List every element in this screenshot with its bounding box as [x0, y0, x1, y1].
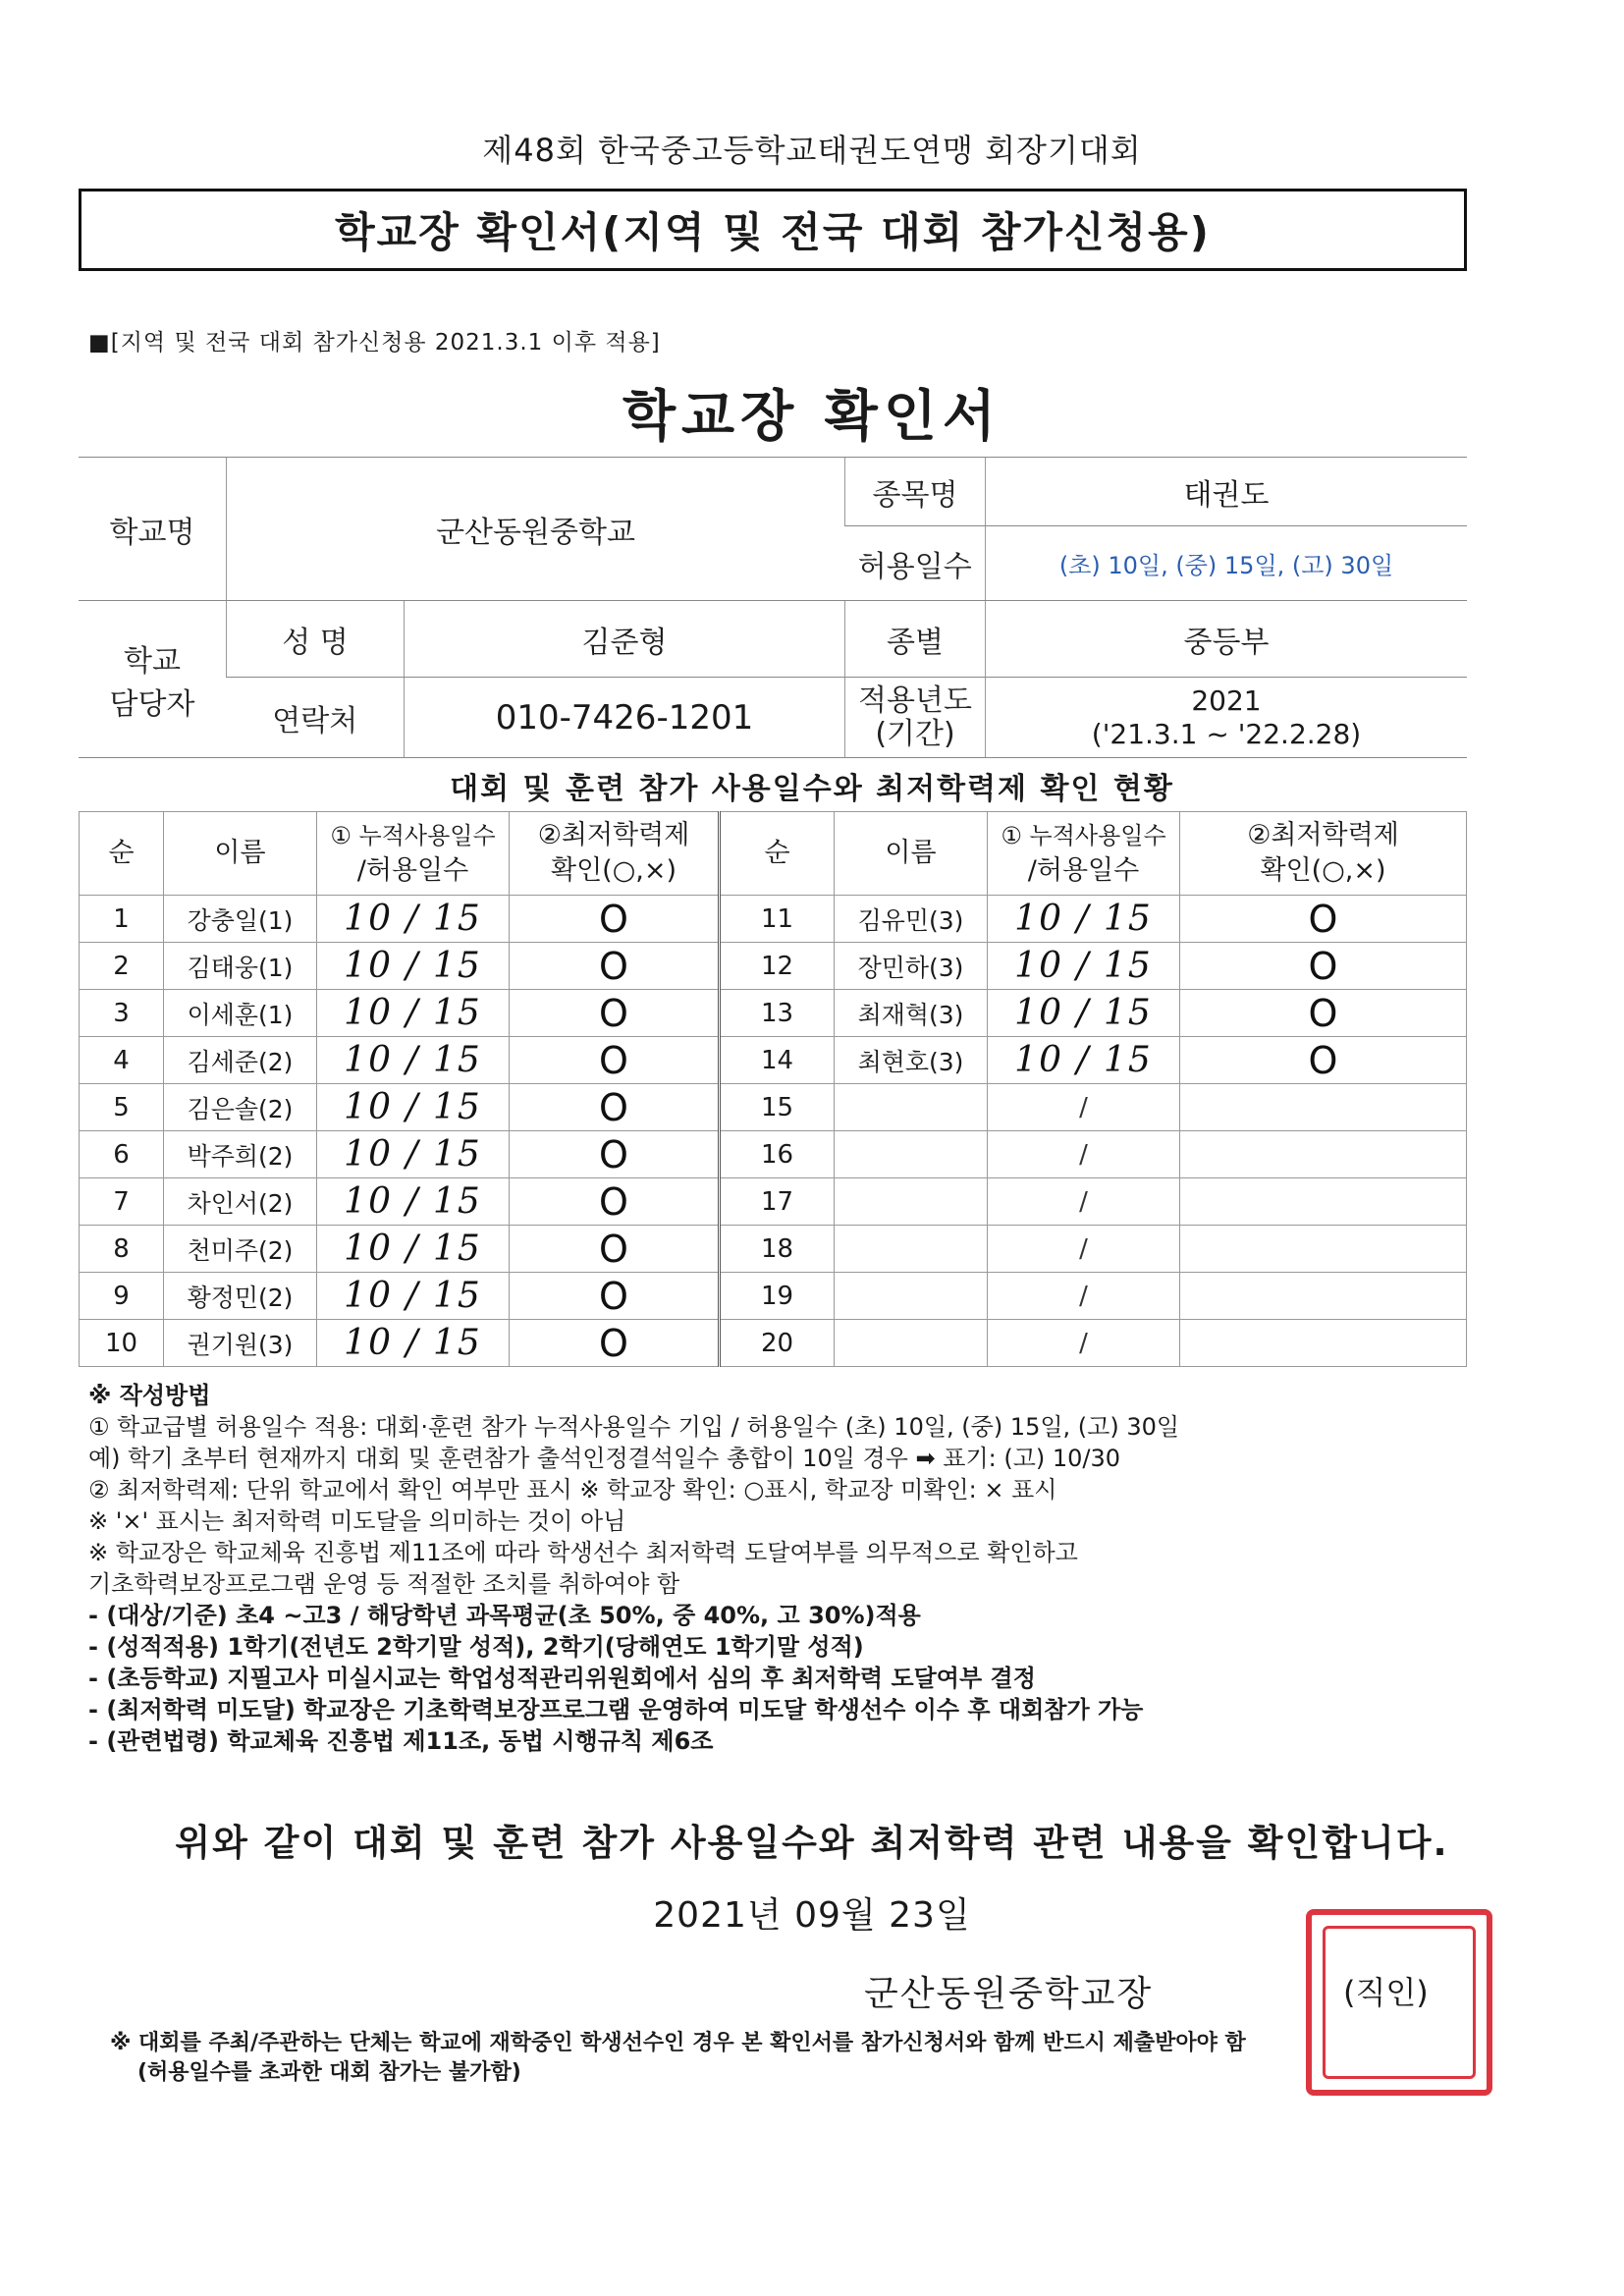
table-row [80, 896, 1467, 943]
row-slash: / [392, 993, 433, 1033]
row-no: 20 [720, 1320, 835, 1367]
row-no: 5 [80, 1084, 164, 1131]
header-min [510, 812, 720, 896]
row-check: O [510, 1037, 720, 1084]
row-allowed-days: 15 [433, 993, 482, 1033]
row-name: 최현호(3) [835, 1037, 988, 1084]
row-slash: / [392, 946, 433, 986]
row-check: O [510, 1273, 720, 1320]
row-name: 장민하(3) [835, 943, 988, 990]
row-days [988, 896, 1180, 943]
event-title: 제48회 한국중고등학교태권도연맹 회장기대회 [482, 132, 1142, 169]
row-slash: / [1079, 1186, 1088, 1217]
manager-label-line2: 담당자 [109, 686, 195, 722]
row-allowed-days: 15 [433, 1181, 482, 1222]
row-name: 박주희(2) [164, 1131, 317, 1178]
row-check [1180, 1320, 1467, 1367]
row-check: O [1180, 896, 1467, 943]
header-days [317, 812, 510, 896]
row-name [835, 1084, 988, 1131]
row-allowed-days: 15 [433, 1087, 482, 1127]
header-days-line1: ① 누적사용일수 [330, 822, 496, 849]
row-check [1180, 1084, 1467, 1131]
header-min-right-line2: 확인(○,×) [1260, 855, 1386, 886]
row-check [1180, 1273, 1467, 1320]
row-allowed-days: 15 [433, 1276, 482, 1316]
table-row [80, 943, 1467, 990]
row-check: O [510, 896, 720, 943]
header-days-right [988, 812, 1180, 896]
row-name: 김유민(3) [835, 896, 988, 943]
row-days [988, 1273, 1180, 1320]
row-name: 천미주(2) [164, 1226, 317, 1273]
row-name [835, 1226, 988, 1273]
contact: 010-7426-1201 [405, 678, 845, 758]
row-used-days: 10 [344, 1323, 393, 1363]
table-row [80, 1131, 1467, 1178]
row-allowed-days: 15 [433, 946, 482, 986]
header-no-right: 순 [720, 812, 835, 896]
instruction-line: - (관련법령) 학교체육 진흥법 제11조, 동법 시행규칙 제6조 [88, 1727, 714, 1755]
row-allowed-days: 15 [1104, 993, 1153, 1033]
row-days [317, 943, 510, 990]
row-name: 김세준(2) [164, 1037, 317, 1084]
row-no: 12 [720, 943, 835, 990]
instructions [88, 1380, 1483, 1757]
row-slash: / [1062, 899, 1104, 939]
row-check [1180, 1178, 1467, 1226]
row-slash: / [1079, 1139, 1088, 1170]
row-slash: / [392, 1181, 433, 1222]
row-slash: / [392, 1276, 433, 1316]
instruction-line: 기초학력보장프로그램 운영 등 적절한 조치를 취하여야 함 [88, 1570, 680, 1598]
row-used-days: 10 [344, 1276, 393, 1316]
certificate-title: 학교장 확인서 [622, 385, 1002, 449]
manager-name: 김준형 [405, 601, 845, 678]
row-no: 19 [720, 1273, 835, 1320]
row-check: O [510, 990, 720, 1037]
instruction-line: - (최저학력 미도달) 학교장은 기초학력보장프로그램 운영하여 미도달 학생선수 이수 후 대회참가 가능 [88, 1696, 1144, 1723]
row-used-days: 10 [1014, 899, 1063, 939]
row-name: 김은솔(2) [164, 1084, 317, 1131]
row-used-days: 10 [1014, 993, 1063, 1033]
header-min-right-line1: ②최저학력제 [1247, 820, 1399, 850]
table-row [80, 1320, 1467, 1367]
row-allowed-days: 15 [433, 1323, 482, 1363]
manager-label-line1: 학교 [124, 643, 181, 679]
row-check [1180, 1226, 1467, 1273]
row-slash: / [392, 1040, 433, 1080]
row-name: 최재혁(3) [835, 990, 988, 1037]
instruction-line: - (대상/기준) 초4 ~고3 / 해당학년 과목평균(초 50%, 중 40%, 고 30%)적용 [88, 1602, 921, 1629]
row-no: 8 [80, 1226, 164, 1273]
row-allowed-days: 15 [1104, 946, 1153, 986]
year: 2021 [1191, 683, 1262, 717]
row-days [988, 990, 1180, 1037]
row-name [835, 1320, 988, 1367]
instruction-line: ※ 학교장은 학교체육 진흥법 제11조에 따라 학생선수 최저학력 도달여부를 의무적으로 확인하고 [88, 1539, 1078, 1566]
footer-note [110, 2029, 1246, 2088]
row-used-days: 10 [1014, 946, 1063, 986]
header-name-right: 이름 [835, 812, 988, 896]
row-no: 9 [80, 1273, 164, 1320]
row-name: 강충일(1) [164, 896, 317, 943]
instruction-line: ① 학교급별 허용일수 적용: 대회·훈련 참가 누적사용일수 기입 / 허용일수 (초) 10일, (중) 15일, (고) 30일 [88, 1413, 1180, 1441]
row-days [317, 1273, 510, 1320]
row-slash: / [392, 1087, 433, 1127]
row-days [317, 1178, 510, 1226]
row-used-days: 10 [344, 1181, 393, 1222]
row-slash: / [1079, 1281, 1088, 1311]
row-days [317, 1084, 510, 1131]
row-name: 황정민(2) [164, 1273, 317, 1320]
row-slash: / [1079, 1092, 1088, 1122]
row-check: O [510, 1178, 720, 1226]
row-used-days: 10 [344, 1229, 393, 1269]
row-used-days: 10 [344, 1134, 393, 1175]
row-days [317, 896, 510, 943]
instructions-heading: ※ 작성방법 [88, 1382, 211, 1409]
applicability-note: ■[지역 및 전국 대회 참가신청용 2021.3.1 이후 적용] [88, 330, 661, 355]
table-row [80, 1178, 1467, 1226]
row-no: 3 [80, 990, 164, 1037]
main-title: 학교장 확인서(지역 및 전국 대회 참가신청용) [335, 208, 1211, 256]
footer-line-1: ※ 대회를 주최/주관하는 단체는 학교에 재학중인 학생선수인 경우 본 확인서를 참가신청서와 함께 반드시 제출받아야 함 [110, 2031, 1246, 2055]
row-check: O [510, 943, 720, 990]
year-label-line1: 적용년도 [858, 683, 972, 718]
row-allowed-days: 15 [433, 1229, 482, 1269]
row-slash: / [392, 899, 433, 939]
row-name: 차인서(2) [164, 1178, 317, 1226]
row-check: O [510, 1084, 720, 1131]
sport: 태권도 [986, 458, 1468, 526]
header-min-line2: 확인(○,×) [551, 855, 677, 886]
row-check: O [510, 1320, 720, 1367]
row-no: 2 [80, 943, 164, 990]
row-no: 11 [720, 896, 835, 943]
row-check: O [1180, 1037, 1467, 1084]
year-label-line2: (기간) [875, 716, 955, 751]
row-name [835, 1273, 988, 1320]
row-days [988, 1084, 1180, 1131]
category: 중등부 [986, 601, 1468, 678]
row-no: 14 [720, 1037, 835, 1084]
header-days-line2: /허용일수 [356, 855, 469, 886]
row-allowed-days: 15 [1104, 899, 1153, 939]
instruction-line: 예) 학기 초부터 현재까지 대회 및 훈련참가 출석인정결석일수 총합이 10일 경우 ➡ 표기: (고) 10/30 [88, 1445, 1121, 1472]
row-check: O [1180, 990, 1467, 1037]
row-no: 18 [720, 1226, 835, 1273]
table-row [80, 1084, 1467, 1131]
seal-label: (직인) [1343, 1974, 1429, 2011]
instruction-line: - (초등학교) 지필고사 미실시교는 학업성적관리위원회에서 심의 후 최저학력 도달여부 결정 [88, 1665, 1036, 1692]
row-days [317, 1226, 510, 1273]
header-name: 이름 [164, 812, 317, 896]
contact-label: 연락처 [227, 678, 405, 758]
row-used-days: 10 [1014, 1040, 1063, 1080]
info-table [79, 457, 1467, 758]
instruction-line: - (성적적용) 1학기(전년도 2학기말 성적), 2학기(당해연도 1학기말 성적) [88, 1633, 864, 1661]
row-days [988, 1178, 1180, 1226]
allowed-days: (초) 10일, (중) 15일, (고) 30일 [986, 526, 1468, 601]
row-used-days: 10 [344, 899, 393, 939]
year-label [845, 678, 986, 758]
allowed-days-label: 허용일수 [845, 526, 986, 601]
main-title-box [79, 189, 1467, 271]
row-no: 6 [80, 1131, 164, 1178]
row-allowed-days: 15 [1104, 1040, 1153, 1080]
row-allowed-days: 15 [433, 1040, 482, 1080]
row-slash: / [392, 1323, 433, 1363]
row-no: 16 [720, 1131, 835, 1178]
header-min-right [1180, 812, 1467, 896]
name-label: 성 명 [227, 601, 405, 678]
issue-date: 2021년 09월 23일 [653, 1895, 971, 1936]
header-no: 순 [80, 812, 164, 896]
period: ('21.3.1 ~ '22.2.28) [1091, 717, 1362, 750]
row-name [835, 1131, 988, 1178]
row-no: 15 [720, 1084, 835, 1131]
category-label: 종별 [845, 601, 986, 678]
row-no: 13 [720, 990, 835, 1037]
instruction-line: ② 최저학력제: 단위 학교에서 확인 여부만 표시 ※ 학교장 확인: ○표시, 학교장 미확인: × 표시 [88, 1476, 1057, 1503]
school-name-label: 학교명 [79, 458, 227, 601]
row-check: O [510, 1226, 720, 1273]
header-min-line1: ②최저학력제 [537, 820, 690, 850]
row-slash: / [1062, 1040, 1104, 1080]
row-slash: / [392, 1134, 433, 1175]
principal-title: 군산동원중학교장 [864, 1974, 1154, 2014]
row-no: 4 [80, 1037, 164, 1084]
row-days [317, 1320, 510, 1367]
row-slash: / [1079, 1233, 1088, 1264]
row-days [317, 1037, 510, 1084]
row-slash: / [392, 1229, 433, 1269]
row-days [317, 990, 510, 1037]
school-name: 군산동원중학교 [227, 458, 845, 601]
row-check: O [510, 1131, 720, 1178]
roster-table [79, 811, 1467, 1367]
table-row [80, 1037, 1467, 1084]
row-check: O [1180, 943, 1467, 990]
row-days [988, 1320, 1180, 1367]
row-no: 10 [80, 1320, 164, 1367]
row-slash: / [1062, 946, 1104, 986]
confirmation-statement: 위와 같이 대회 및 훈련 참가 사용일수와 최저학력 관련 내용을 확인합니다. [175, 1822, 1449, 1864]
row-name: 김태웅(1) [164, 943, 317, 990]
row-allowed-days: 15 [433, 899, 482, 939]
row-days [988, 943, 1180, 990]
year-cell [986, 678, 1468, 758]
row-days [988, 1226, 1180, 1273]
section-title: 대회 및 훈련 참가 사용일수와 최저학력제 확인 현황 [450, 772, 1174, 806]
instruction-line: ※ '×' 표시는 최저학력 미도달을 의미하는 것이 아님 [88, 1507, 626, 1535]
row-allowed-days: 15 [433, 1134, 482, 1175]
row-no: 1 [80, 896, 164, 943]
row-days [317, 1131, 510, 1178]
header-days-right-line2: /허용일수 [1027, 855, 1140, 886]
row-name [835, 1178, 988, 1226]
row-no: 7 [80, 1178, 164, 1226]
footer-line-2: (허용일수를 초과한 대회 참가는 불가함) [137, 2060, 521, 2085]
row-slash: / [1062, 993, 1104, 1033]
row-used-days: 10 [344, 1040, 393, 1080]
sport-label: 종목명 [845, 458, 986, 526]
table-row [80, 1226, 1467, 1273]
row-used-days: 10 [344, 993, 393, 1033]
row-no: 17 [720, 1178, 835, 1226]
row-used-days: 10 [344, 1087, 393, 1127]
row-name: 권기원(3) [164, 1320, 317, 1367]
header-days-right-line1: ① 누적사용일수 [1001, 822, 1166, 849]
row-days [988, 1037, 1180, 1084]
row-used-days: 10 [344, 946, 393, 986]
manager-label [79, 601, 227, 758]
row-days [988, 1131, 1180, 1178]
row-name: 이세훈(1) [164, 990, 317, 1037]
roster-body [80, 896, 1467, 1367]
row-check [1180, 1131, 1467, 1178]
row-slash: / [1079, 1328, 1088, 1358]
table-row [80, 990, 1467, 1037]
table-row [80, 1273, 1467, 1320]
